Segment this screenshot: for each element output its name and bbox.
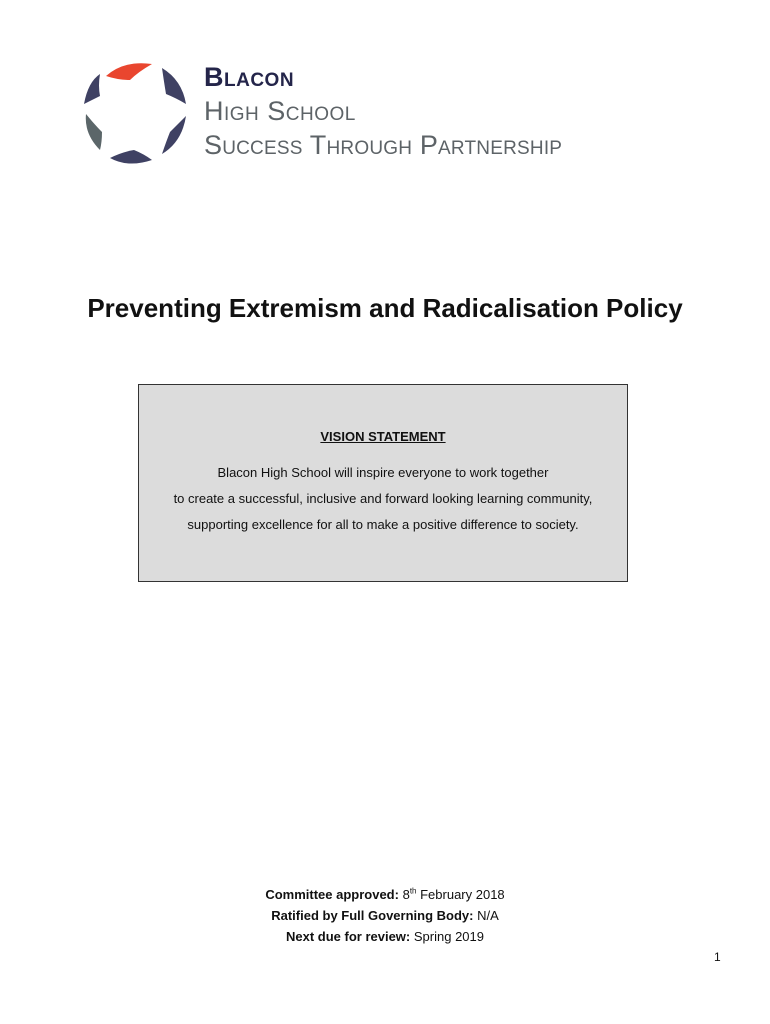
logo-line-blacon: Blacon <box>204 62 295 92</box>
page-number: 1 <box>714 950 721 964</box>
ratified-value: N/A <box>477 908 499 923</box>
vision-text <box>139 460 627 538</box>
committee-approved-day: 8 <box>402 887 410 902</box>
committee-approved-label: Committee approved: <box>265 887 399 902</box>
review-row <box>0 926 770 947</box>
committee-approved-date: February 2018 <box>420 887 505 902</box>
vision-line: supporting excellence for all to make a positive difference to society. <box>187 517 579 532</box>
document-title: Preventing Extremism and Radicalisation Policy <box>87 293 683 323</box>
review-label: Next due for review: <box>285 929 411 944</box>
logo-line-high-school: High School <box>204 96 356 126</box>
ratified-label: Ratified by Full Governing Body: <box>271 908 474 923</box>
committee-approved-suffix: th <box>409 886 417 896</box>
logo-line-tagline: Success Through Partnership <box>204 130 563 160</box>
committee-approved-row <box>0 884 770 905</box>
vision-statement-box <box>138 384 628 582</box>
ratified-row <box>0 905 770 926</box>
school-logo-text <box>204 64 562 159</box>
vision-heading: VISION STATEMENT <box>320 429 446 444</box>
review-value: Spring 2019 <box>413 929 484 944</box>
vision-line: to create a successful, inclusive and forward looking learning community, <box>173 491 593 506</box>
blacon-ring-logo-icon <box>78 58 196 168</box>
vision-line: Blacon High School will inspire everyone to work together <box>217 465 549 480</box>
approval-details <box>0 884 770 947</box>
